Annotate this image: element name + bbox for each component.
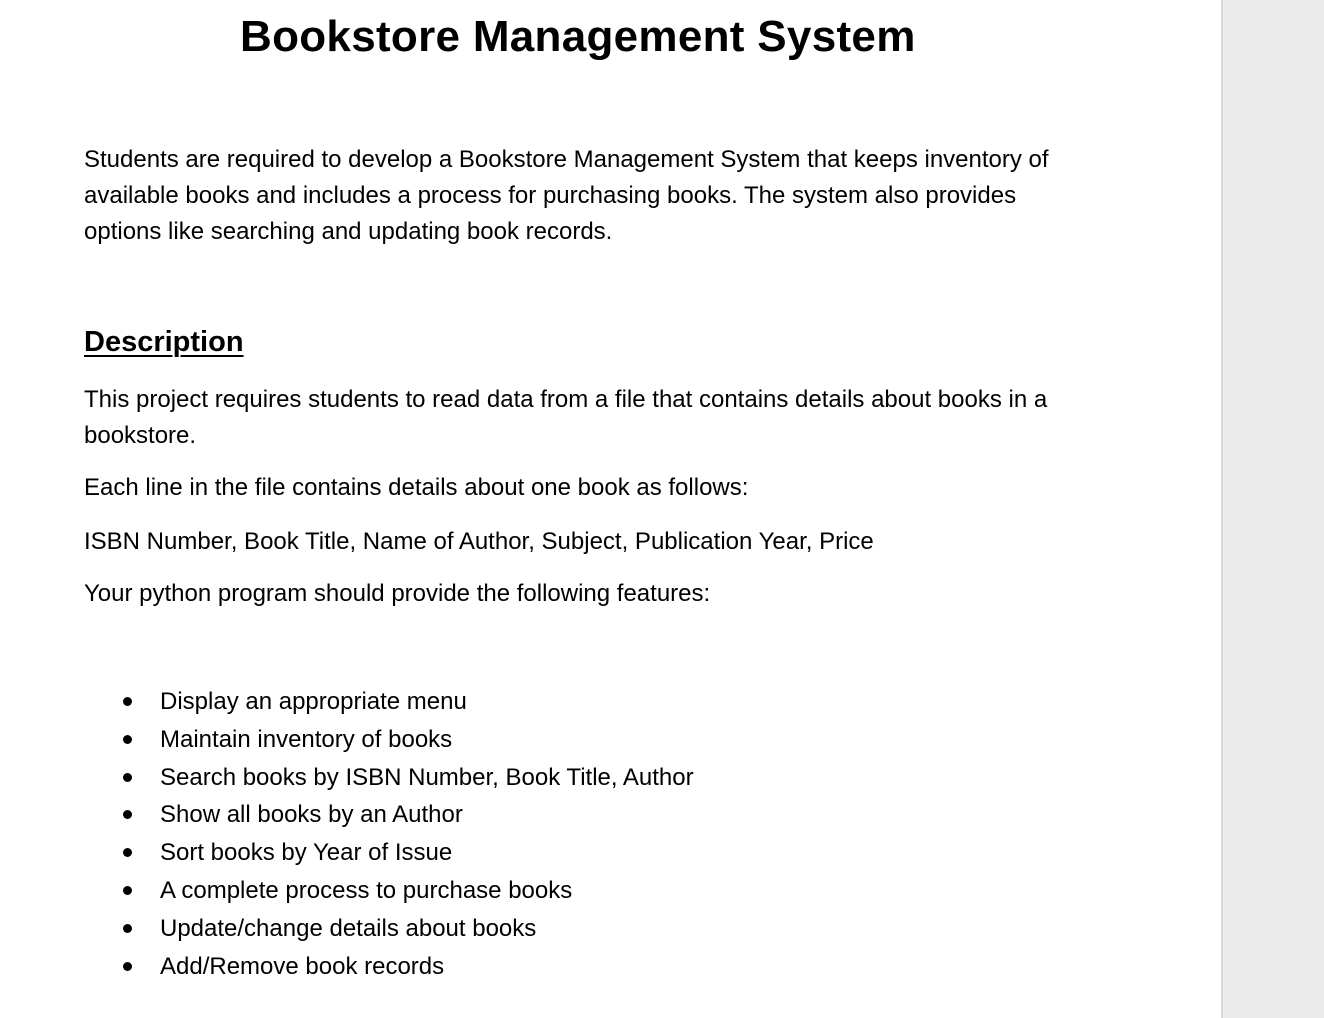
file-format-intro: Each line in the file contains details about one book as follows: <box>84 474 749 501</box>
list-item-text: Maintain inventory of books <box>160 725 453 753</box>
page-edge-divider <box>1221 0 1223 1018</box>
description-paragraph: This project requires students to read data from a file that contains details about books in a bookstore. <box>84 386 1048 449</box>
features-intro: Your python program should provide the following features: <box>84 580 711 607</box>
bullet-icon <box>123 697 132 706</box>
description-heading: Description <box>84 326 244 358</box>
bullet-icon <box>123 735 132 744</box>
bullet-icon <box>123 886 132 895</box>
list-item-text: Update/change details about books <box>160 914 537 942</box>
bullet-icon <box>123 924 132 933</box>
list-item-text: A complete process to purchase books <box>160 876 573 904</box>
list-item-text: Add/Remove book records <box>160 952 445 980</box>
list-item-text: Show all books by an Author <box>160 801 463 829</box>
document-title: Bookstore Management System <box>240 12 916 61</box>
list-item-text: Display an appropriate menu <box>160 688 467 715</box>
bullet-icon <box>123 773 132 782</box>
intro-paragraph: Students are required to develop a Bookstore Management System that keeps inventory of available books and includes a process for purchasing books. The system also provides options like searching and updating book records. <box>84 146 1049 245</box>
list-item-text: Search books by ISBN Number, Book Title, Author <box>160 763 694 791</box>
file-format-fields: ISBN Number, Book Title, Name of Author, Subject, Publication Year, Price <box>84 528 874 555</box>
bullet-icon <box>123 810 132 819</box>
bullet-icon <box>123 962 132 971</box>
list-item-text: Sort books by Year of Issue <box>160 839 453 867</box>
bullet-icon <box>123 848 132 857</box>
